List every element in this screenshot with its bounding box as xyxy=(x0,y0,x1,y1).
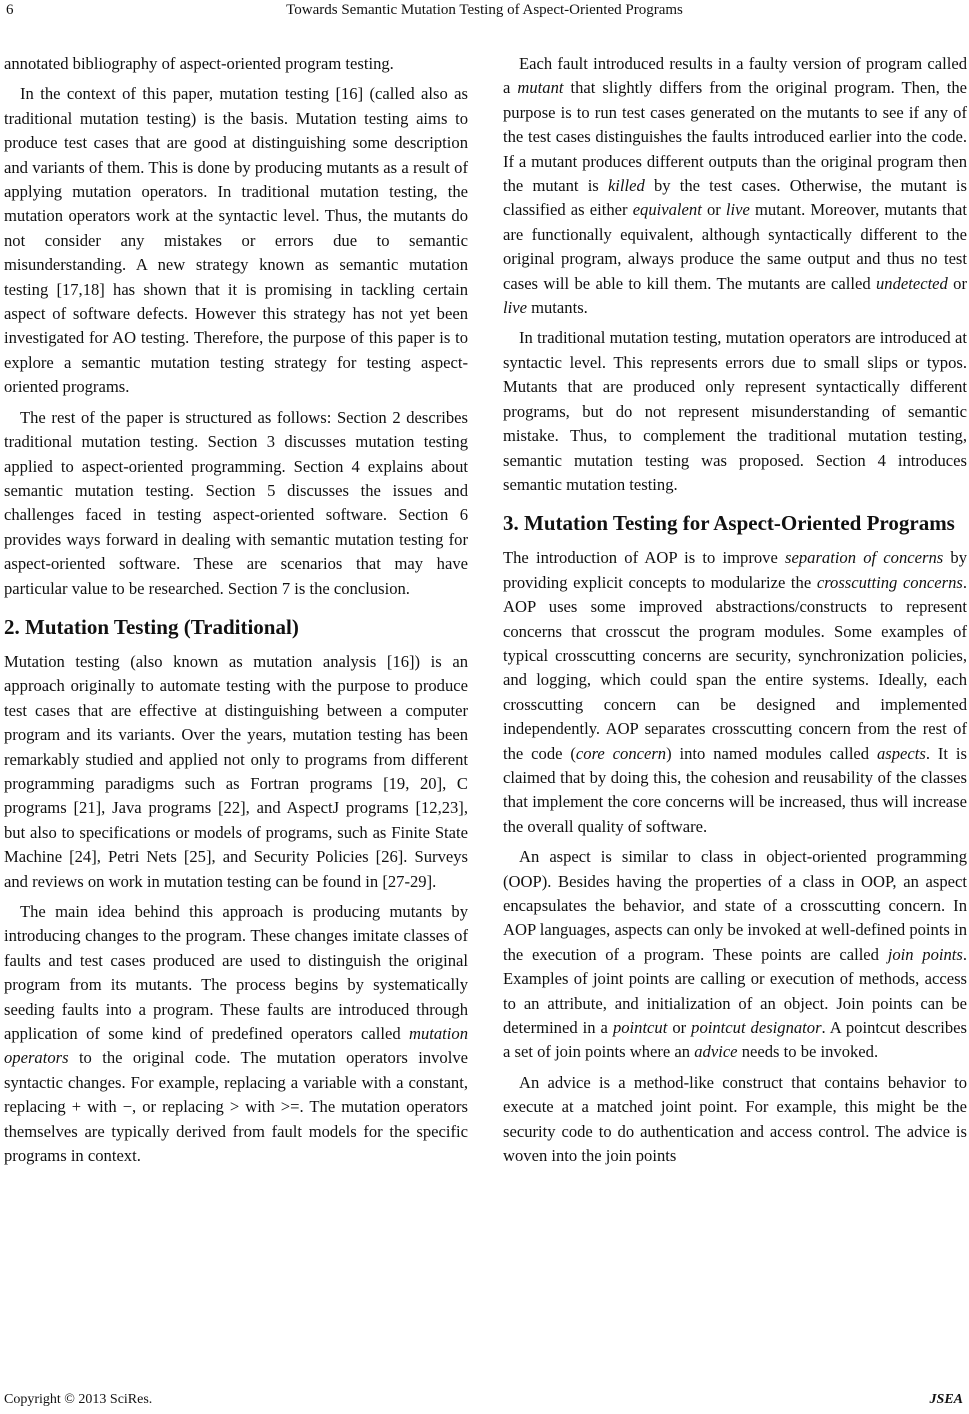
term-core-concern: core concern xyxy=(575,743,667,763)
paragraph-context: In the context of this paper, mutation testing [16] (called also as traditional mutation testing) is the basis. Mutation testing aims to produce test cases that are good at distinguishing some description and variants of them. This is done by producing mutants as a result of applying mutation operators. In traditional mutation testing, the mutation operators work at the syntactic level. Thus, the mutants do not consider any mistakes or errors due to semantic misunderstanding. A new strategy known as semantic mutation testing [17,18] has shown that it is promising in tackling certain aspect of software defects. However this strategy has not yet been investigated for AO testing. Therefore, the purpose of this paper is to explore a semantic mutation testing strategy for testing aspect-oriented programs. xyxy=(4,84,468,397)
term-advice: advice xyxy=(694,1042,738,1062)
term-pointcut: pointcut xyxy=(612,1018,668,1038)
paragraph-advice: An advice is a method-like construct that contains behavior to execute at a matched joint point. For example, this might be the security code to do authentication and access control. The advice is woven into the join points xyxy=(503,1072,967,1166)
journal-abbreviation: JSEA xyxy=(929,1392,963,1407)
term-join-points: join points xyxy=(887,944,963,964)
text-run: . It is claimed that by doing this, the cohesion and reusability of the classes that implement the core concerns will be increased, thus will increase the overall quality of software. xyxy=(503,743,967,836)
page-number: 6 xyxy=(6,2,14,18)
text-run: by providing explicit concepts to modularize the xyxy=(503,548,968,592)
page-footer xyxy=(0,1392,969,1412)
text-run: The main idea behind this approach is producing mutants by introducing changes to the program. These changes imitate classes of faults and test cases produced are used to distinguish the original program from its mutants. The process begins by systematically seeding faults into a program. These faults are introduced through application of some kind of predefined operators called xyxy=(4,902,468,1044)
term-aspects: aspects xyxy=(876,743,926,763)
text-run: needs to be invoked. xyxy=(737,1042,879,1062)
text-run: to the original code. The mutation operators involve syntactic changes. For example, replacing a variable with a constant, replacing + with −, or replacing > with >=. The mutation operators themselves are typically derived from fault models for the specific programs in context. xyxy=(4,1048,468,1166)
text-run: . Examples of joint points are calling or execution of methods, access to an attribute, and initialization of an object. Join points can be determined in a xyxy=(503,944,967,1038)
section-2-heading: 2. Mutation Testing (Traditional) xyxy=(4,614,299,639)
paragraph-mutation-testing-intro: Mutation testing (also known as mutation analysis [16]) is an approach originally to automate testing with the purpose to produce test cases that are effective at distinguishing between a computer program and its variants. Over the years, mutation testing has been remarkably studied and applied not only to programs from different programming paradigms such as Fortran programs [19, 20], C programs [21], Java programs [22], and AspectJ programs [12,23], but also to specifications or models of programs, such as Finite State Machine [24], Petri Nets [25], and Security Policies [26]. Surveys and reviews on work in mutation testing can be found in [27-29]. xyxy=(4,651,468,891)
paragraph-bibliography-end: annotated bibliography of aspect-oriented program testing. xyxy=(4,54,394,73)
term-crosscutting-concerns: crosscutting concerns xyxy=(816,572,963,592)
running-title: Towards Semantic Mutation Testing of Aspect-Oriented Programs xyxy=(286,2,683,18)
term-separation-of-concerns: separation of concerns xyxy=(785,548,944,568)
section-3-heading: 3. Mutation Testing for Aspect-Oriented Programs xyxy=(503,511,955,536)
text-run: . AOP uses some improved abstractions/constructs to represent concerns that crosscut the program modules. Some examples of typical crosscutting concerns are security, synchronization policies, and logging, which could span the entire systems. Ideally, each crosscutting concern can be designed and implemented independently. AOP separates crosscutting concern from the rest of the code ( xyxy=(503,572,967,763)
text-run: that slightly differs from the original program. Then, the purpose is to run test cases generated on the mutants to see if any of the test cases distinguishes the faults introduced earlier into the code. If a mutant produces different outputs than the original program then the mutant is xyxy=(503,78,967,196)
term-live: live xyxy=(503,298,527,318)
text-run: or xyxy=(667,1018,692,1038)
text-run: . A pointcut describes a set of join points where an xyxy=(503,1018,967,1062)
term-equivalent: equivalent xyxy=(632,200,702,220)
text-run: mutants. xyxy=(526,298,588,318)
left-column xyxy=(4,52,468,1168)
term-pointcut-designator: pointcut designator xyxy=(691,1018,822,1038)
paragraph-structure: The rest of the paper is structured as follows: Section 2 describes traditional mutation testing. Section 3 discusses mutation testing applied to aspect-oriented programming. Section 4 explains about semantic mutation testing. Section 5 discusses the issues and challenges faced in testing aspect-oriented software. Section 6 provides ways forward in dealing with semantic mutation testing for aspect-oriented software. These are scenarios that may have particular value to be researched. Section 7 is the conclusion. xyxy=(4,407,468,598)
paragraph-faults xyxy=(503,52,967,320)
term-undetected: undetected xyxy=(875,273,948,293)
term-mutation-operators: mutation operators xyxy=(4,1024,468,1068)
text-run: or xyxy=(701,200,726,220)
text-run: An aspect is similar to class in object-oriented programming (OOP). Besides having the properties of a class in OOP, an aspect encapsulates the behavior, and state of a crosscutting concern. In AOP languages, aspects can only be invoked at well-defined points in the execution of a program. These points are called xyxy=(503,847,967,964)
text-run: ) into named modules called xyxy=(666,743,877,763)
right-column xyxy=(503,52,967,1168)
paragraph-aspect xyxy=(503,845,967,1065)
paragraph-aop-intro xyxy=(503,546,967,839)
paragraph-main-idea xyxy=(4,900,468,1168)
text-run: The introduction of AOP is to improve xyxy=(503,548,786,568)
paragraph-traditional: In traditional mutation testing, mutation operators are introduced at syntactic level. This represents errors due to small slips or typos. Mutants that are produced only represent syntactically different programs, but do not represent misunderstanding of semantic mistake. Thus, to complement the traditional mutation testing, semantic mutation testing was proposed. Section 4 introduces semantic mutation testing. xyxy=(503,328,967,494)
page-header xyxy=(0,0,969,26)
text-run: or xyxy=(947,273,967,293)
text-run: by the test cases. Otherwise, the mutant is classified as either xyxy=(503,176,967,220)
term-killed: killed xyxy=(607,176,645,196)
term-live: live xyxy=(725,200,750,220)
copyright-notice: Copyright © 2013 SciRes. xyxy=(4,1392,153,1407)
term-mutant: mutant xyxy=(517,78,564,98)
text-run: mutant. Moreover, mutants that are functionally equivalent, although syntactically different to the original program, always produce the same output and thus no test cases will be able to kill them. The mutants are called xyxy=(503,200,967,293)
text-run: Each fault introduced results in a faulty version of program called a xyxy=(503,54,967,98)
